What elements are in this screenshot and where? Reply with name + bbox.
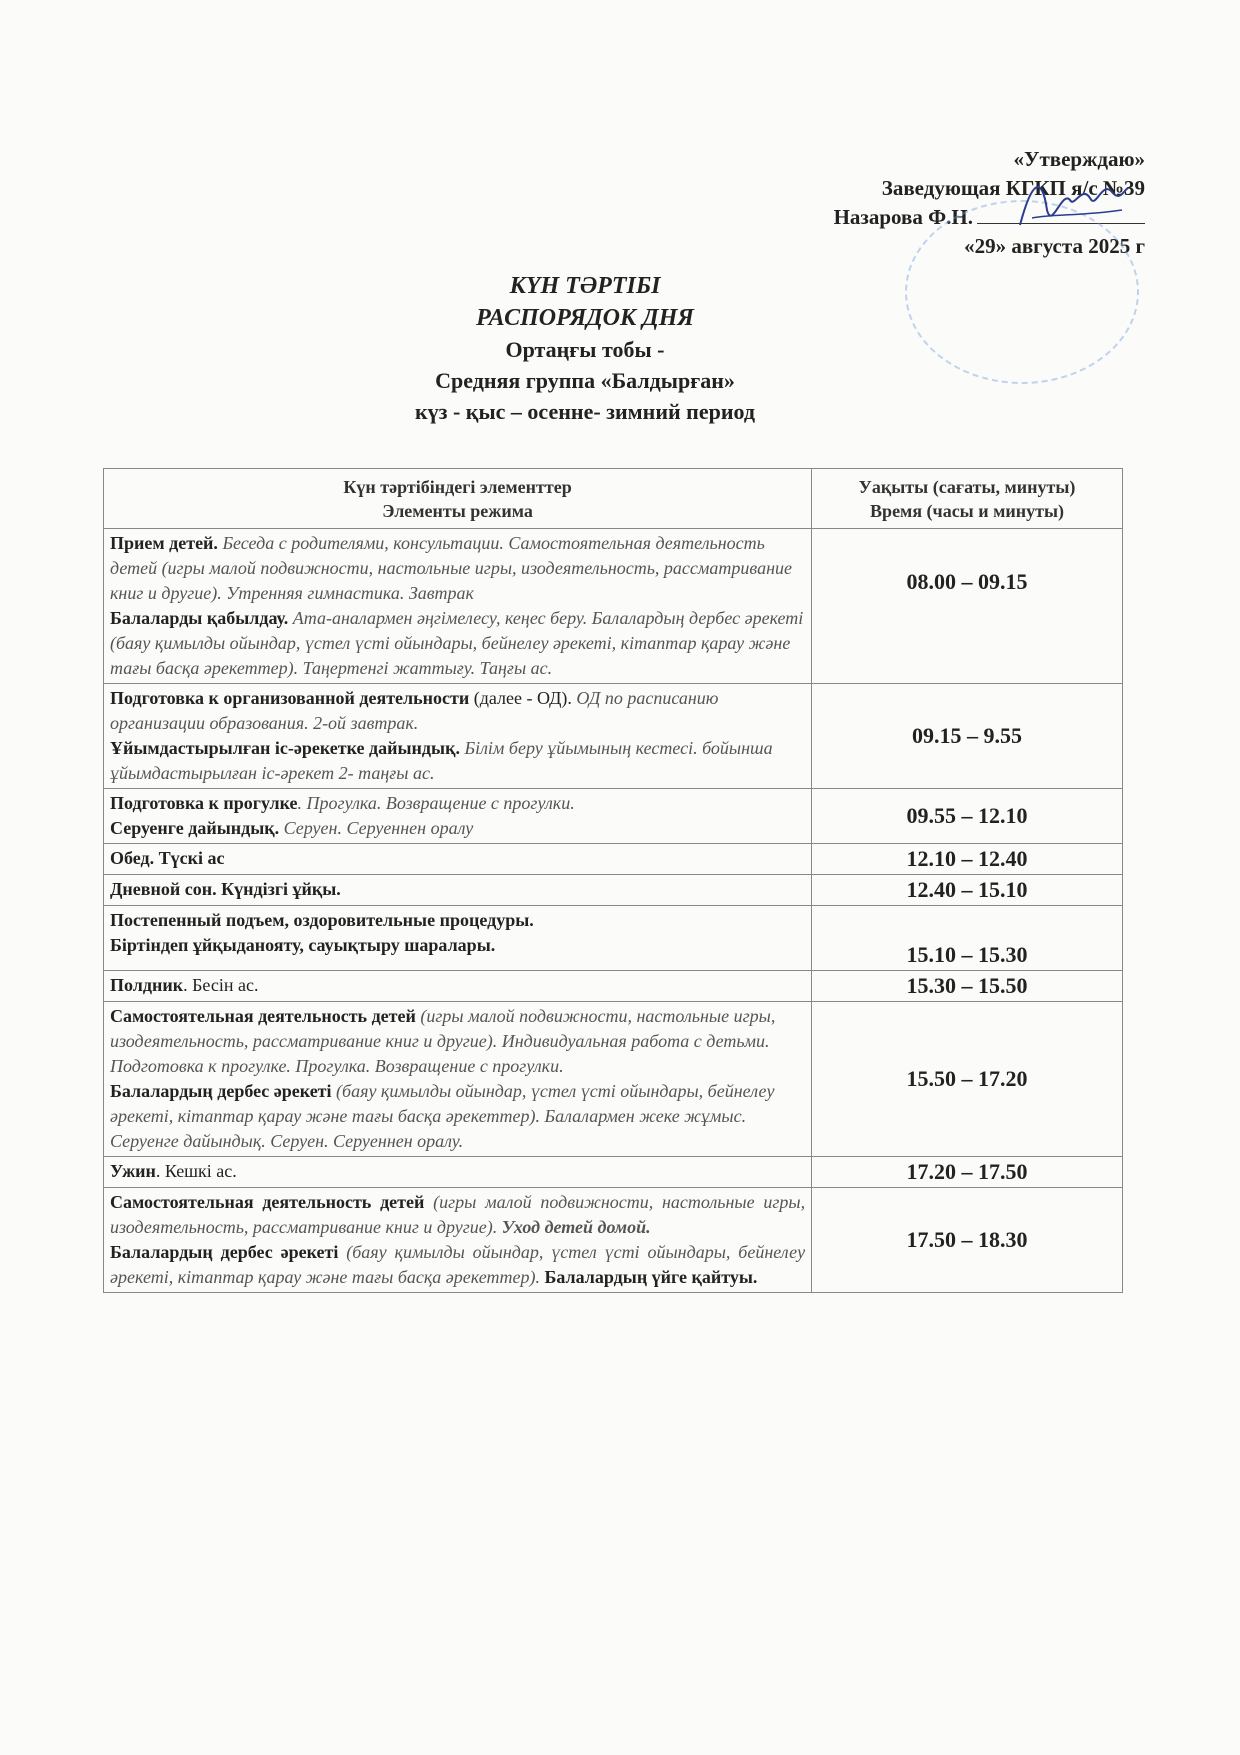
row-elements: Самостоятельная деятельность детей (игры малой подвижности, настольные игры, изодеятельность, рассматривание книг и другие). Индивидуальная работа с детьми. Подготовка к прогулке. Прогулка. Возвращение с прогулки. Балалардың дербес әрекеті (баяу қимылды ойындар, үстел үсті ойындары, бейнелеу әрекеті, кітаптар қарау және тағы басқа әрекеттер). Балалармен жеке жұмыс. Серуенге дайындық. Серуен. Серуеннен оралу.: [104, 1002, 812, 1157]
row-time: 12.10 – 12.40: [812, 844, 1123, 875]
title-ru: РАСПОРЯДОК ДНЯ: [476, 305, 694, 331]
approval-title: «Утверждаю»: [1013, 147, 1145, 171]
row-time: 09.15 – 9.55: [812, 684, 1123, 789]
table-row: [104, 529, 1123, 684]
table-header-row: [104, 469, 1123, 529]
period-label: күз - қыс – осенне- зимний период: [414, 399, 756, 424]
approval-name: Назарова Ф.Н.: [834, 203, 1145, 232]
table-row: [104, 789, 1123, 844]
row-elements: Подготовка к прогулке. Прогулка. Возвращение с прогулки. Серуенге дайындық. Серуен. Серуеннен оралу: [104, 789, 812, 844]
approval-date: «29» августа 2025 г: [964, 234, 1145, 258]
row-elements: Постепенный подъем, оздоровительные процедуры. Біртіндеп ұйқыданояту, сауықтыру шаралары.: [104, 906, 812, 971]
row-time: 15.10 – 15.30: [812, 906, 1123, 971]
table-row: [104, 684, 1123, 789]
table-row: [104, 1157, 1123, 1188]
title-kz: КҮН ТӘРТІБІ: [509, 273, 661, 299]
group-kz: Ортаңғы тобы -: [505, 337, 665, 362]
schedule-table: [103, 468, 1123, 1293]
table-row: [104, 1002, 1123, 1157]
row-time: 08.00 – 09.15: [812, 529, 1123, 684]
row-elements: Самостоятельная деятельность детей (игры малой подвижности, настольные игры, изодеятельность, рассматривание книг и другие). Уход детей домой. Балалардың дербес әрекеті (баяу қимылды ойындар, үстел үсті ойындары, бейнелеу әрекеті, кітаптар қарау және тағы басқа әрекеттер). Балалардың үйге қайтуы.: [104, 1188, 812, 1293]
document-titles: [0, 270, 1240, 427]
row-elements: Полдник. Бесін ас.: [104, 971, 812, 1002]
table-row: [104, 875, 1123, 906]
row-time: 15.50 – 17.20: [812, 1002, 1123, 1157]
row-time: 17.50 – 18.30: [812, 1188, 1123, 1293]
table-row: [104, 844, 1123, 875]
row-time: 09.55 – 12.10: [812, 789, 1123, 844]
row-time: 12.40 – 15.10: [812, 875, 1123, 906]
row-elements: Подготовка к организованной деятельности (далее - ОД). ОД по расписанию организации образования. 2-ой завтрак. Ұйымдастырылған іс-әрекетке дайындық. Білім беру ұйымының кестесі. бойынша ұйымдастырылған іс-әрекет 2- таңғы ас.: [104, 684, 812, 789]
signature-mark: [1012, 170, 1132, 240]
row-elements: Дневной сон. Күндізгі ұйқы.: [104, 875, 812, 906]
row-elements: Ужин. Кешкі ас.: [104, 1157, 812, 1188]
approval-position: Заведующая КГКП я/с №39: [881, 176, 1145, 200]
column-header-time: Уақыты (сағаты, минуты) Время (часы и минуты): [812, 469, 1123, 529]
table-row: [104, 1188, 1123, 1293]
group-ru: Средняя группа «Балдырған»: [435, 368, 735, 393]
row-time: 15.30 – 15.50: [812, 971, 1123, 1002]
table-row: [104, 971, 1123, 1002]
row-time: 17.20 – 17.50: [812, 1157, 1123, 1188]
row-elements: Прием детей. Беседа с родителями, консультации. Самостоятельная деятельность детей (игры малой подвижности, настольные игры, изодеятельность, рассматривание книг и другие). Утренняя гимнастика. Завтрак Балаларды қабылдау. Ата-аналармен әңгімелесу, кеңес беру. Балалардың дербес әрекеті (баяу қимылды ойындар, үстел үсті ойындары, бейнелеу әрекеті, кітаптар қарау және тағы басқа әрекеттер). Таңертенгі жаттығу. Таңғы ас.: [104, 529, 812, 684]
row-elements: Обед. Түскі ас: [104, 844, 812, 875]
column-header-elements: Күн тәртібіндегі элементтер Элементы режима: [104, 469, 812, 529]
table-row: [104, 906, 1123, 971]
